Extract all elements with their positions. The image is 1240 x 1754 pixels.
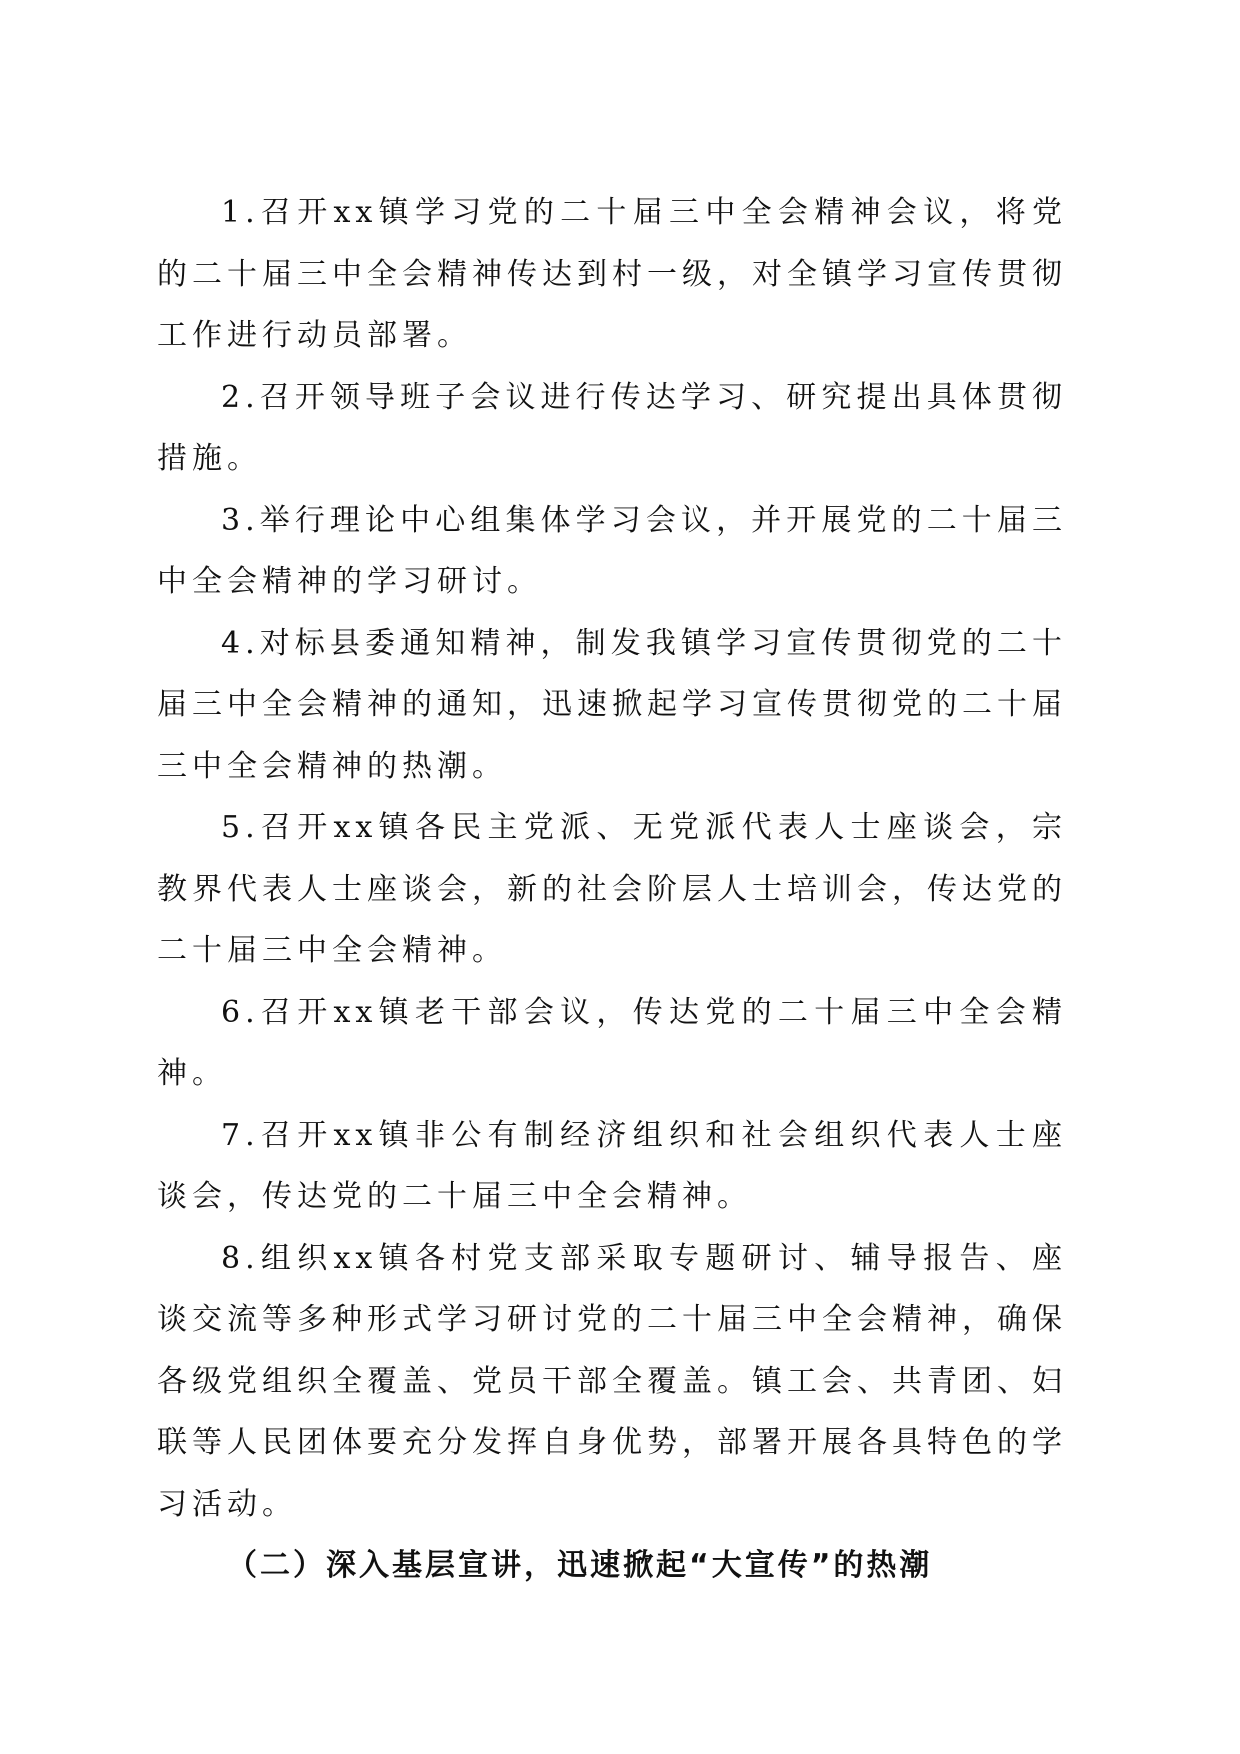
- paragraph-item-7: 7.召开xx镇非公有制经济组织和社会组织代表人士座谈会，传达党的二十届三中全会精神。: [157, 1117, 1067, 1214]
- paragraph-item-2: 2.召开领导班子会议进行传达学习、研究提出具体贯彻措施。: [157, 379, 1067, 476]
- paragraph-item-6: 6.召开xx镇老干部会议，传达党的二十届三中全会精神。: [157, 994, 1067, 1091]
- paragraph-item-1: 1.召开xx镇学习党的二十届三中全会精神会议，将党的二十届三中全会精神传达到村一级，对全镇学习宣传贯彻工作进行动员部署。: [157, 195, 1067, 353]
- document-body: [157, 182, 1067, 1597]
- section-heading: （二）深入基层宣讲，迅速掀起“大宣传”的热潮: [227, 1548, 933, 1583]
- paragraph-item-4: 4.对标县委通知精神，制发我镇学习宣传贯彻党的二十届三中全会精神的通知，迅速掀起学习宣传贯彻党的二十届三中全会精神的热潮。: [157, 625, 1067, 784]
- paragraph-item-3: 3.举行理论中心组集体学习会议，并开展党的二十届三中全会精神的学习研讨。: [157, 502, 1067, 599]
- paragraph-item-8: 8.组织xx镇各村党支部采取专题研讨、辅导报告、座谈交流等多种形式学习研讨党的二十届三中全会精神，确保各级党组织全覆盖、党员干部全覆盖。镇工会、共青团、妇联等人民团体要充分发挥自身优势，部署开展各具特色的学习活动。: [157, 1240, 1067, 1522]
- paragraph-item-5: 5.召开xx镇各民主党派、无党派代表人士座谈会，宗教界代表人士座谈会，新的社会阶层人士培训会，传达党的二十届三中全会精神。: [157, 810, 1067, 968]
